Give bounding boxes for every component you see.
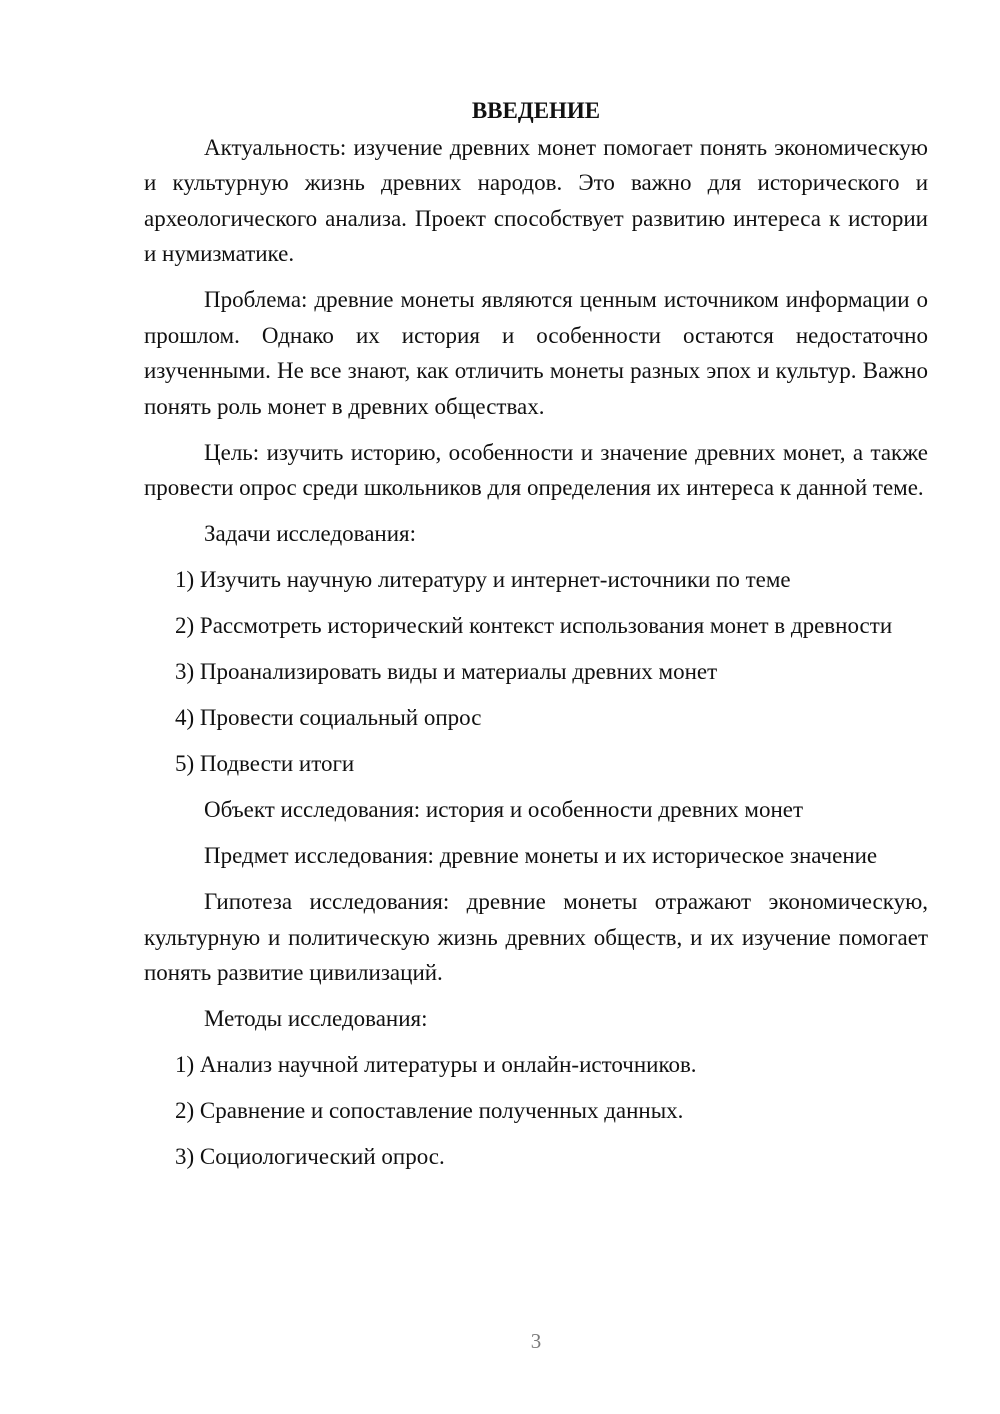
page-content	[144, 93, 928, 1185]
task-item-1: 1) Изучить научную литературу и интернет-источники по теме	[175, 567, 791, 592]
paragraph-relevance: Актуальность: изучение древних монет помогает понять экономическую и культурную жизнь древних народов. Это важно для исторического и археологического анализа. Проект способствует развитию интереса к истории и нумизматике.	[144, 134, 928, 266]
paragraph-subject: Предмет исследования: древние монеты и их историческое значение	[204, 843, 878, 868]
method-item-2: 2) Сравнение и сопоставление полученных данных.	[175, 1098, 684, 1123]
task-item-2: 2) Рассмотреть исторический контекст использования монет в древности	[175, 613, 893, 638]
page-number: 3	[530, 1329, 542, 1353]
paragraph-goal: Цель: изучить историю, особенности и значение древних монет, а также провести опрос среди школьников для определения их интереса к данной теме.	[144, 439, 928, 500]
page-title: ВВЕДЕНИЕ	[471, 98, 601, 123]
method-item-1: 1) Анализ научной литературы и онлайн-источников.	[175, 1052, 697, 1077]
paragraph-hypothesis: Гипотеза исследования: древние монеты отражают экономическую, культурную и политическую жизнь древних обществ, и их изучение помогает понять развитие цивилизаций.	[144, 889, 928, 985]
task-item-3: 3) Проанализировать виды и материалы древних монет	[175, 659, 718, 684]
paragraph-problem: Проблема: древние монеты являются ценным источником информации о прошлом. Однако их история и особенности остаются недостаточно изученными. Не все знают, как отличить монеты разных эпох и культур. Важно понять роль монет в древних обществах.	[144, 287, 928, 419]
task-item-5: 5) Подвести итоги	[175, 751, 355, 776]
tasks-heading: Задачи исследования:	[204, 521, 417, 546]
methods-heading: Методы исследования:	[204, 1006, 428, 1031]
paragraph-object: Объект исследования: история и особенности древних монет	[204, 797, 804, 822]
task-item-4: 4) Провести социальный опрос	[175, 705, 482, 730]
method-item-3: 3) Социологический опрос.	[175, 1144, 445, 1169]
